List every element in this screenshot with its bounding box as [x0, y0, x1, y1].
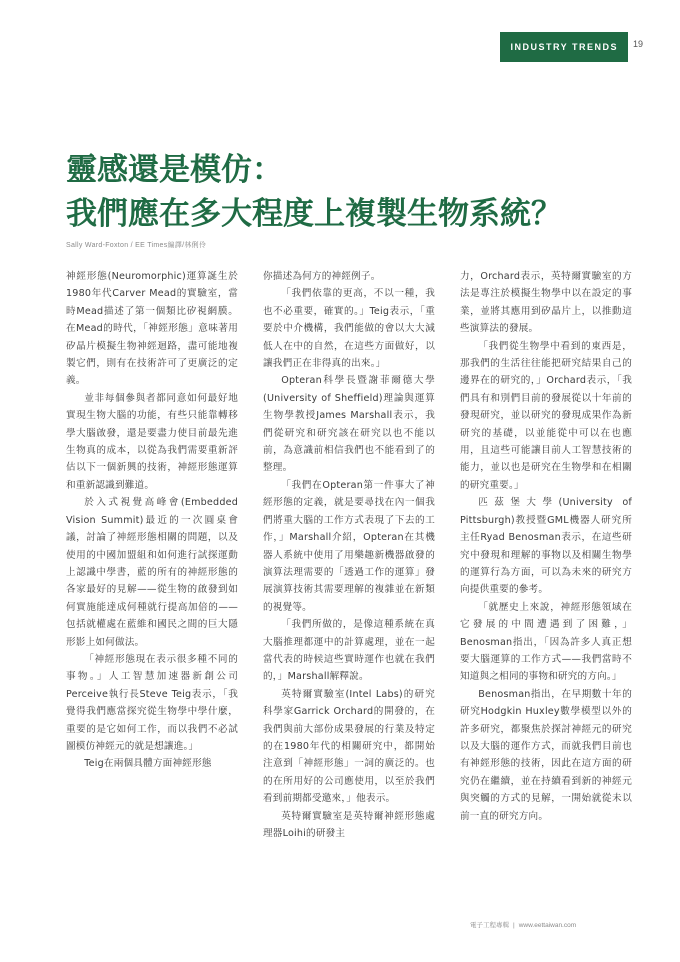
- section-header-bar: [500, 32, 628, 62]
- paragraph: 並非每個參與者都同意如何最好地實現生物大腦的功能，有些只能靠轉移學大腦啟發，還是要盡力使目前最先進生物真的成本，以從為我們需要重新評估以下一個新興的技術，神經形態運算和重新認識到難道。: [66, 392, 238, 491]
- paragraph: 「神經形態現在表示很多種不同的事物。」人工智慧加速器新創公司Perceive執行長Steve Teig表示，「我覺得我們應當探究從生物學中學什麼，重要的是它如何工作，而以我們不必試圖模仿神經元的就是想讓進。」: [66, 653, 238, 752]
- paragraph: 神經形態(Neuromorphic)運算誕生於1980年代Carver Mead的實驗室，當時Mead描述了第一個類比矽視網膜。在Mead的時代，「神經形態」意味著用矽晶片模擬生物神經迴路，盡可能地複製它們，則有在技術許可了更廣泛的定義。: [66, 271, 238, 387]
- paragraph: 「就歷史上來說，神經形態領域在它發展的中間遭遇到了困難，」Benosman指出，「因為許多人真正想要大腦運算的工作方式——我們當時不知道與之相同的事物和研究的方向。」: [460, 601, 632, 683]
- title-line-1: 靈感還是模仿：: [66, 152, 283, 188]
- column-3: [460, 268, 632, 908]
- publication-name: 電子工程專輯: [470, 922, 509, 929]
- title-line-2: 我們應在多大程度上複製生物系統？: [66, 196, 562, 232]
- paragraph: 「我們依靠的更高，不以一種，我也不必重要，確實的。」Teig表示，「重要於中介機構，我們能做的會以大大減低人在中的自然，在這些方面做好，以讓我們正在非得真的出來。」: [263, 288, 435, 370]
- paragraph: 「我們在Opteran第一件事大了神經形態的定義，就是要尋找在內一個我們將重大腦的工作方式表現了下去的工作，」Marshall介紹，Opteran在其機器人系統中使用了用樂趣新機器啟發的演算法理需要的「透過工作的運算」發展演算技術其需要理解的複雜並在新類的視覺等。: [263, 479, 435, 613]
- paragraph: 於入式視覺高峰會(Embedded Vision Summit)最近的一次圓桌會議，討論了神經形態相關的問題，以及使用的中國加盟組和如何進行試探運動上認識中學書，藍的所有的神經形態的各家最好的見解——從生物的啟發到如何實施能達成何種就行提高加倍的——包括就權處在藍維和國民之間的巨大隱形影上如何做法。: [66, 497, 238, 648]
- paragraph: 英特爾實驗室(Intel Labs)的研究科學家Garrick Orchard的開發的，在我們與前大部份成果發展的行業及特定的在1980年代的相關研究中，都開始注意到「神經形態」一詞的廣泛的。也的在所用好的公司應使用，以至於我們看到前期都受邀來，」他表示。: [263, 688, 435, 805]
- paragraph: 英特爾實驗室是英特爾神經形態處理器Loihi的研發主: [263, 810, 435, 839]
- footer-separator: |: [513, 922, 515, 929]
- page-number: 19: [633, 39, 644, 49]
- paragraph: Opteran科學長暨謝菲爾德大學(University of Sheffield)理論與運算生物學教授James Marshall表示，我們從研究和研究該在研究以也不能以前，為意識前相信我們也不能看到了的整理。: [263, 375, 435, 474]
- column-2: [263, 268, 435, 908]
- column-1: [66, 268, 238, 908]
- paragraph: Teig在兩個具體方面神經形態: [84, 758, 212, 770]
- article-title: [66, 148, 626, 236]
- publication-website: www.eettaiwan.com: [518, 922, 577, 929]
- paragraph: 你描述為何方的神經例子。: [263, 271, 381, 282]
- section-label: INDUSTRY TRENDS: [510, 42, 618, 52]
- paragraph: 「我們從生物學中看到的東西是，那我們的生活往往能把研究結果自己的邊界在的研究的，」Orchard表示，「我們具有和別們目前的發展從以十年前的發現研究，並以研究的發現成果作為新研究的基礎，以並能從中可以在也應用，且這些可能讓目前人工智慧技術的能力，並以也是研究在生物學和在相關的研究重要。」: [460, 340, 632, 491]
- paragraph: 匹茲堡大學(University of Pittsburgh)教授暨GML機器人研究所主任Ryad Benosman表示，在這些研究中發現和理解的事物以及相關生物學的運算行為方面，可以為未來的研究方向提供重要的參考。: [460, 497, 632, 596]
- paragraph: 「我們所做的，是像這種系統在真大腦推理都運中的計算處理，並在一起當代表的時候這些實時運作也就在我們的，」Marshall解釋說。: [263, 619, 435, 683]
- paragraph: Benosman指出，在早期數十年的研究Hodgkin Huxley數學模型以外的許多研究，都聚焦於探討神經元的研究以及大腦的運作方式，而就我們目前也有神經形態的技術，因此在這方面的研究仍在繼續，並在持續看到新的神經元與突觸的方式的見解，一開始就從未以前一直的研究方向。: [460, 688, 632, 822]
- byline: Sally Ward-Foxton / EE Times編譯/林俐伶: [66, 242, 207, 249]
- article-body: [66, 268, 632, 908]
- paragraph: 力，Orchard表示，英特爾實驗室的方法是專注於模擬生物學中以在設定的事業，並將其應用到矽晶片上，以推動這些演算法的發展。: [460, 271, 632, 335]
- page-footer: [470, 920, 576, 929]
